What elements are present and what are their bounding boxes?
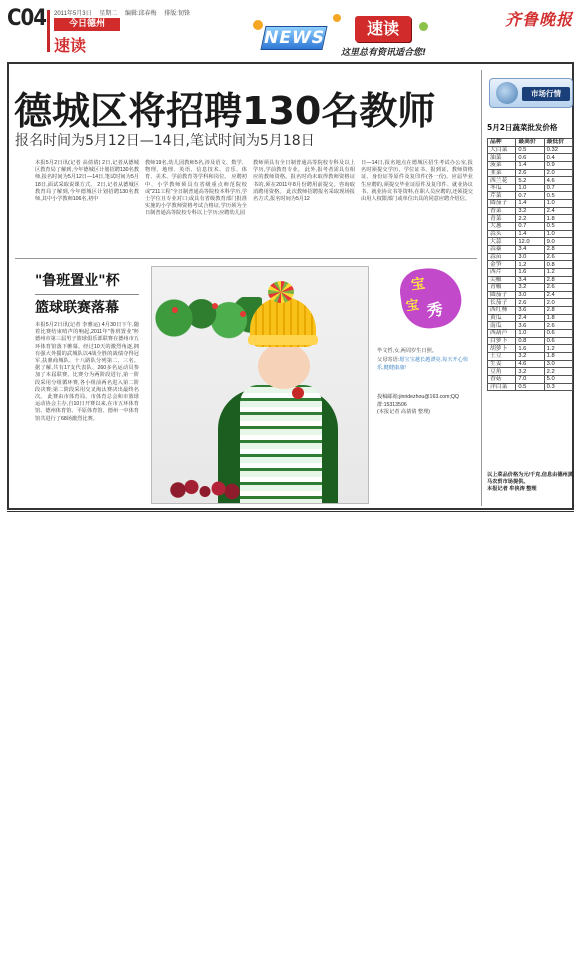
cell-low: 2.0 [544, 299, 572, 307]
cell-high: 2.2 [516, 215, 544, 223]
cell-high: 0.6 [516, 154, 544, 162]
cell-variety: 圆茄子 [488, 291, 516, 299]
cell-low: 2.6 [544, 322, 572, 330]
table-row [488, 322, 573, 330]
cell-variety: 芹菜 [488, 192, 516, 200]
grapes-image [160, 475, 250, 504]
cell-low: 0.32 [544, 146, 572, 154]
child-face [258, 343, 310, 389]
cell-high: 1.0 [516, 184, 544, 192]
market-title: 5月2日蔬菜批发价格 [487, 123, 558, 132]
cell-low: 2.6 [544, 284, 572, 292]
table-row [488, 352, 573, 360]
market-note-text: 以上菜品价格为元/千克,信息由德州黑马农贸市场提供。 [487, 472, 573, 486]
title-separator [35, 294, 139, 295]
basketball-title-line-2: 篮球联赛落幕 [35, 300, 119, 316]
cell-high: 1.4 [516, 230, 544, 238]
table-row [488, 200, 573, 208]
flower-icon [212, 303, 218, 309]
cell-high: 0.5 [516, 146, 544, 154]
message-text: 愿宝宝越长越漂亮,每天开心快乐,健健康康! [377, 357, 469, 371]
table-row [488, 383, 573, 391]
cell-low: 1.0 [544, 230, 572, 238]
cell-low: 0.6 [544, 337, 572, 345]
cell-high: 3.6 [516, 307, 544, 315]
cell-variety: 蒜头 [488, 230, 516, 238]
table-row [488, 177, 573, 185]
cell-high: 1.4 [516, 200, 544, 208]
market-note [487, 472, 575, 494]
header-variety: 品种 [488, 139, 516, 147]
basketball-article: 本报5月2日讯(记者 李雅运) 4月30日下午,随着比赛结束哨声的响起,2011年"鲁班置业"杯德州市第三届男子篮球俱乐部联赛在德州市五环体育馆落下帷幕。经过10天的激烈角逐,拥有强大外援的武城队以4战全胜的战绩夺得冠军,扶鼎商城队、十八路队分列第二、三名。 据了解,共有17支代表队、260多名运动员参加了本届联赛。比赛分为两阶段进行,第一阶段采用分组循环赛,各小组前两名进入第二阶段决赛;第二阶段采用交叉淘汰赛决出最终名次。 此赛由市体育局、市体育总会和市篮球运动协会主办,自10日开赛以来,在市五环体育馆、德州体育馆、平原体育馆、德州一中体育馆共进行了68场激烈比赛。 [35, 322, 139, 422]
cell-high: 1.2 [516, 261, 544, 269]
cherry-image [292, 387, 304, 399]
cell-high: 4.6 [516, 360, 544, 368]
cell-variety: 金笋 [488, 261, 516, 269]
cell-high: 3.0 [516, 253, 544, 261]
cell-low: 1.8 [544, 352, 572, 360]
table-row [488, 368, 573, 376]
page-code: C04 [7, 6, 47, 31]
cell-high: 1.6 [516, 345, 544, 353]
section-divider [15, 258, 477, 259]
cell-high: 5.2 [516, 177, 544, 185]
star-icon [253, 20, 263, 30]
cell-high: 3.2 [516, 368, 544, 376]
cell-low: 2.4 [544, 291, 572, 299]
header-banner [123, 12, 453, 60]
table-row [488, 314, 573, 322]
table-row [488, 253, 573, 261]
baby-credit: (本报记者 高倩倩 整理) [377, 409, 431, 416]
cell-variety: 西芹 [488, 268, 516, 276]
cell-low: 4.6 [544, 177, 572, 185]
hat-pompom [268, 281, 294, 303]
cell-variety: 西红柿 [488, 307, 516, 315]
table-row [488, 230, 573, 238]
issue-weekday: 星期二 [99, 11, 118, 17]
table-row [488, 375, 573, 383]
section-name: 速读 [54, 36, 87, 55]
baby-photo [151, 266, 369, 504]
cell-variety: 大葱 [488, 223, 516, 231]
cell-variety: 南瓜 [488, 322, 516, 330]
article-column-2: 教师19名,幼儿园教师5名,涉及语文、数学、物理、地理、英语、信息技术、音乐、体育、美术、学前教育等学科和岗位。 应聘初中、小学教师须具有省级重点师范院校或"211工程"全日制普通高等院校本科学历,学士学位且专业对口;或具有省级教育部门批准实施的小学教师资格考试合格证,学历须为全日制普通高等院校专科以上学历;应聘幼儿园 [145, 160, 247, 217]
price-table [487, 138, 573, 391]
badge-char-1: 宝 [409, 275, 427, 294]
contact-info: jinridezhou@163.com;QQ群:15313506 [377, 394, 459, 408]
message-label: 父母寄语: [377, 357, 400, 364]
flower-icon [240, 311, 246, 317]
cell-variety: 洋白菜 [488, 383, 516, 391]
cell-low: 2.0 [544, 169, 572, 177]
cell-low: 0.8 [544, 261, 572, 269]
basketball-title-line-1: "鲁班置业"杯 [35, 273, 120, 289]
article-column-4: 日—14日,报名地点在德城区招生考试办公室,报名时须提交学历、学位证书、报到证、教师资格证、身份证等原件及复印件(各一份)、应届毕业生应聘的,须提交毕业证原件及复印件、就业协议书、就业协议书等资料,在职人员应聘的,还须提交由用人权限部门或单位出具的同意应聘介绍信。 [361, 160, 473, 203]
cell-low: 1.2 [544, 345, 572, 353]
bottom-rule [7, 511, 574, 512]
table-row [488, 330, 573, 338]
cell-high: 3.0 [516, 291, 544, 299]
table-row [488, 307, 573, 315]
contact-label: 投稿邮箱: [377, 394, 400, 401]
cell-low: 2.4 [544, 207, 572, 215]
child-scarf [240, 385, 322, 504]
cell-variety: 蒜苗 [488, 253, 516, 261]
market-note-credit: 本报记者 牟侠涛 整理 [487, 486, 537, 493]
cell-low: 0.7 [544, 184, 572, 192]
newspaper-page [5, 4, 576, 512]
cell-variety: 菠菜 [488, 161, 516, 169]
cell-variety: 青椒 [488, 284, 516, 292]
page-header [5, 4, 576, 60]
market-logo-label: 市场行情 [522, 87, 570, 101]
coins-icon [496, 82, 518, 104]
table-row [488, 154, 573, 162]
badge-char-3: 秀 [425, 299, 444, 321]
cell-low: 1.8 [544, 215, 572, 223]
cell-low: 2.6 [544, 253, 572, 261]
cell-low: 0.6 [544, 330, 572, 338]
cell-low: 0.4 [544, 154, 572, 162]
table-row [488, 207, 573, 215]
banner-slogan: 这里总有资讯适合您! [341, 48, 427, 58]
baby-message [377, 357, 473, 372]
table-row [488, 360, 573, 368]
table-row [488, 284, 573, 292]
cell-high: 3.4 [516, 276, 544, 284]
cell-variety: 西兰花 [488, 177, 516, 185]
table-row [488, 276, 573, 284]
cell-variety: 韭菜 [488, 169, 516, 177]
column-divider [481, 70, 482, 506]
basketball-headline [35, 270, 139, 319]
star-icon [333, 14, 341, 22]
cell-high: 3.6 [516, 322, 544, 330]
cell-variety: 尖椒 [488, 276, 516, 284]
cell-variety: 西葫芦 [488, 330, 516, 338]
cell-high: 1.4 [516, 161, 544, 169]
cell-variety: 白萝卜 [488, 337, 516, 345]
cell-low: 9.0 [544, 238, 572, 246]
baby-name: 毕文哲,女,两周岁生日照。 [377, 348, 437, 354]
editor-credit: 编辑:邱春梅 [124, 11, 157, 17]
table-row [488, 268, 573, 276]
dot-icon [419, 22, 428, 31]
cell-low: 1.8 [544, 314, 572, 322]
cell-high: 0.8 [516, 337, 544, 345]
headline: 德城区将招聘130名教师 [14, 89, 436, 133]
cell-variety: 油菜 [488, 154, 516, 162]
sudu-logo: 速读 [355, 16, 411, 42]
table-row [488, 161, 573, 169]
cell-low: 2.2 [544, 368, 572, 376]
cell-variety: 蒜薹 [488, 245, 516, 253]
table-row [488, 337, 573, 345]
cell-low: 0.5 [544, 223, 572, 231]
table-row [488, 291, 573, 299]
contact-block [377, 394, 473, 409]
cell-high: 2.6 [516, 169, 544, 177]
market-logo [489, 78, 573, 108]
table-row [488, 215, 573, 223]
designer-credit: 排版:韧锋 [164, 11, 190, 17]
cell-high: 0.7 [516, 192, 544, 200]
cell-high: 2.6 [516, 299, 544, 307]
table-row [488, 169, 573, 177]
cell-high: 2.4 [516, 314, 544, 322]
cell-variety: 胡萝卜 [488, 345, 516, 353]
news-logo: NEWS [261, 28, 327, 48]
baby-info [377, 348, 473, 416]
cell-high: 0.7 [516, 223, 544, 231]
cell-low: 0.3 [544, 383, 572, 391]
cell-variety: 大白菜 [488, 146, 516, 154]
price-table-body [488, 146, 573, 391]
cell-high: 0.5 [516, 383, 544, 391]
cell-high: 3.2 [516, 352, 544, 360]
child-hat-band [248, 335, 318, 345]
cell-variety: 圆茄子 [488, 200, 516, 208]
table-row [488, 238, 573, 246]
cell-variety: 冬瓜 [488, 184, 516, 192]
flower-icon [172, 307, 178, 313]
cell-high: 12.0 [516, 238, 544, 246]
badge-char-2: 宝 [404, 297, 420, 315]
cell-low: 3.0 [544, 360, 572, 368]
price-table-header [488, 139, 573, 147]
article-column-3: 教师须具有全日制普通高等院校专科及以上学历,学前教育专业。 此外,报考者需具有相应的教师资格。报名时尚未取得教师资格证书的,须在2011年8月份聘用前提交。咨询取消聘用资格。 此次教师招聘报名采取现场报名方式,报名时间为5月12 [253, 160, 355, 203]
cell-low: 1.2 [544, 268, 572, 276]
cell-low: 5.0 [544, 375, 572, 383]
header-accent-bar [47, 10, 50, 52]
table-row [488, 192, 573, 200]
cell-variety: 长茄子 [488, 299, 516, 307]
cell-low: 0.9 [544, 161, 572, 169]
cell-low: 2.8 [544, 307, 572, 315]
table-row [488, 245, 573, 253]
table-row [488, 299, 573, 307]
table-row [488, 223, 573, 231]
cell-high: 3.4 [516, 245, 544, 253]
cell-low: 2.8 [544, 245, 572, 253]
brand-logo: 齐鲁晚报 [504, 10, 573, 29]
table-row [488, 184, 573, 192]
cell-high: 1.0 [516, 330, 544, 338]
table-row [488, 345, 573, 353]
header-high: 最高价 [516, 139, 544, 147]
issue-date: 2011年5月3日 [54, 11, 92, 17]
section-tag: 今日德州 [54, 18, 120, 31]
article-column-1: 本报5月2日讯(记者 高倩倩) 2日,记者从德城区教育局了解到,今年德城区计划招聘130名教师,报名时间为5月12日—14日,笔试时间为5月18日,面试采取说课方式。 2日,记者从德城区教育局了解到,今年德城区计划招聘130名教师,其中小学教师106名,初中 [35, 160, 139, 203]
cell-low: 2.8 [544, 276, 572, 284]
cell-variety: 大蒜 [488, 238, 516, 246]
cell-variety: 豆角 [488, 368, 516, 376]
cell-high: 3.2 [516, 284, 544, 292]
table-row [488, 146, 573, 154]
cell-variety: 生姜 [488, 360, 516, 368]
cell-variety: 青菜 [488, 215, 516, 223]
plant-image [152, 297, 262, 339]
cell-high: 3.2 [516, 207, 544, 215]
cell-variety: 黄瓜 [488, 314, 516, 322]
header-low: 最低价 [544, 139, 572, 147]
subheadline: 报名时间为5月12日—14日,笔试时间为5月18日 [15, 133, 315, 149]
cell-variety: 香菇 [488, 375, 516, 383]
table-row [488, 261, 573, 269]
cell-low: 0.5 [544, 192, 572, 200]
cell-high: 7.0 [516, 375, 544, 383]
cell-high: 1.6 [516, 268, 544, 276]
cell-low: 1.0 [544, 200, 572, 208]
cell-variety: 土豆 [488, 352, 516, 360]
cell-variety: 香菜 [488, 207, 516, 215]
